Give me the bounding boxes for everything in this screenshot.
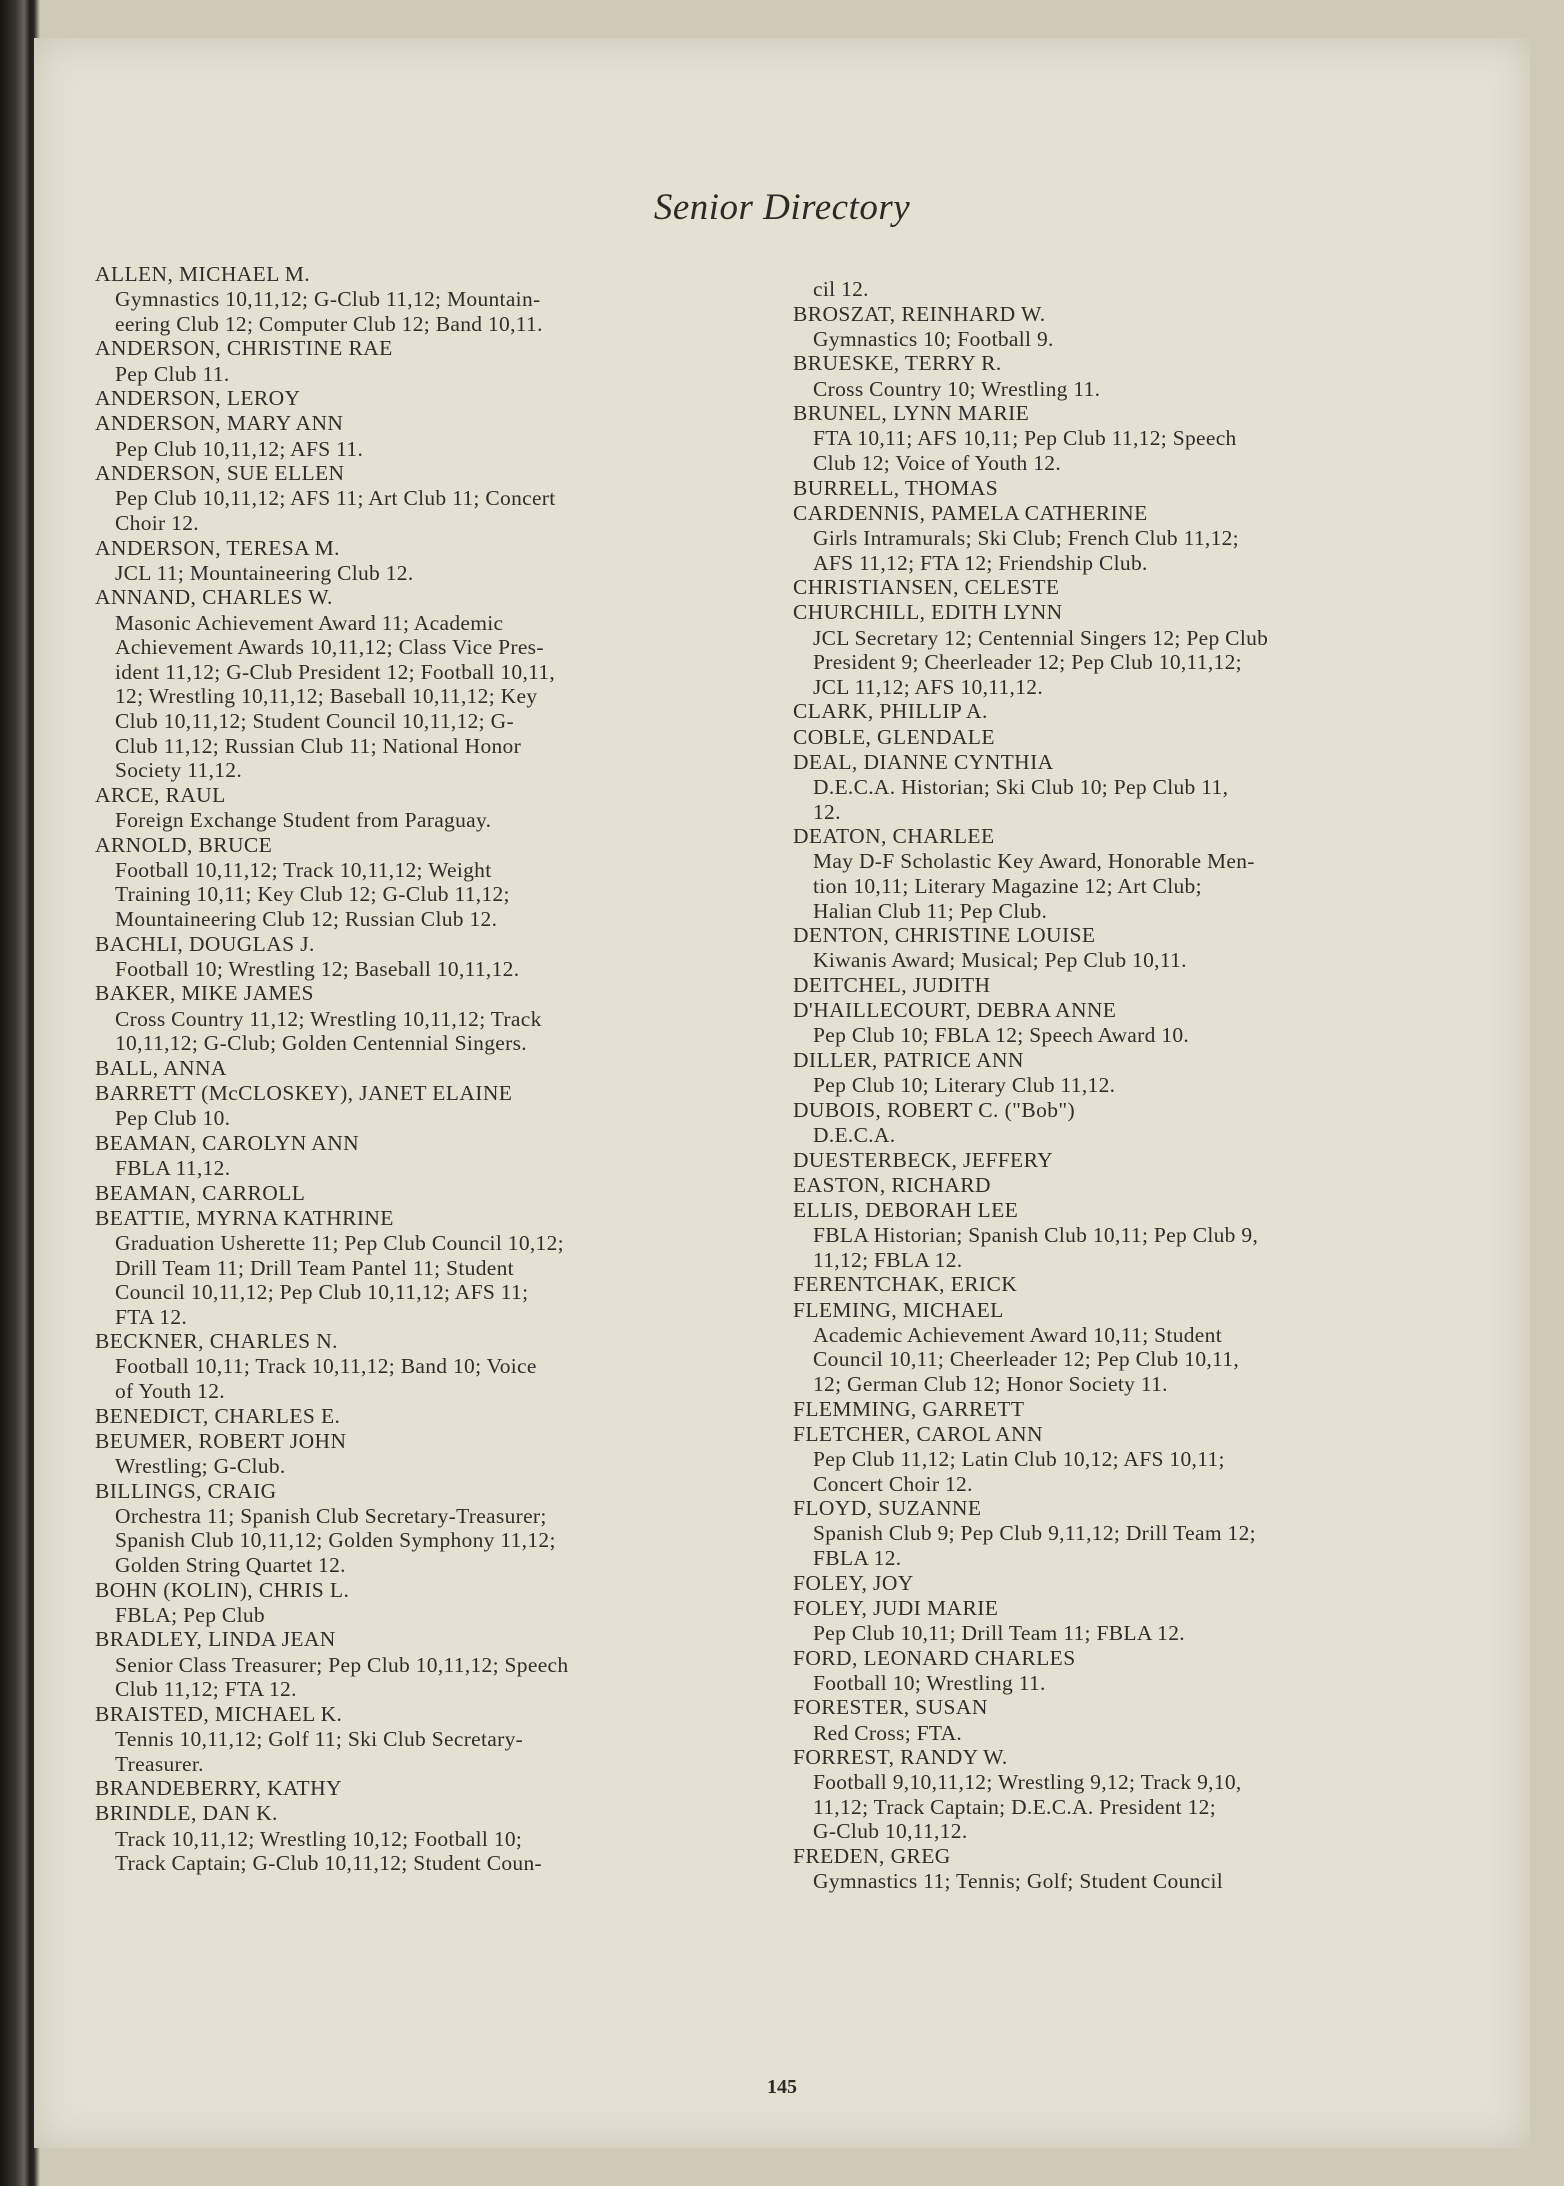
activity-line: Cross Country 10; Wrestling 11. (813, 376, 1101, 401)
activity-line: FBLA 12. (813, 1545, 902, 1570)
student-name: BAKER, MIKE JAMES (95, 981, 314, 1006)
directory-entry (95, 536, 735, 586)
directory-column-right (793, 277, 1433, 1894)
student-name: ANDERSON, CHRISTINE RAE (95, 336, 393, 361)
directory-entry (793, 1646, 1433, 1696)
directory-entry (793, 302, 1433, 352)
activity-line: 12; Wrestling 10,11,12; Baseball 10,11,12; Key (115, 684, 538, 709)
directory-entry (95, 1056, 735, 1081)
activity-line: Orchestra 11; Spanish Club Secretary-Treasurer; (115, 1503, 547, 1528)
activity-line: Concert Choir 12. (813, 1471, 973, 1496)
activity-line: G-Club 10,11,12. (813, 1819, 968, 1844)
directory-entry (95, 1578, 735, 1628)
directory-entry (793, 600, 1433, 699)
activity-line: tion 10,11; Literary Magazine 12; Art Club; (813, 873, 1202, 898)
directory-entry (95, 1329, 735, 1403)
student-name: DEITCHEL, JUDITH (793, 972, 991, 997)
student-name: BRAISTED, MICHAEL K. (95, 1701, 343, 1726)
directory-entry (95, 1131, 735, 1181)
activity-line: Club 11,12; Russian Club 11; National Honor (115, 733, 522, 758)
activity-line: FBLA 11,12. (115, 1155, 231, 1180)
activity-line: Kiwanis Award; Musical; Pep Club 10,11. (813, 948, 1187, 973)
student-name: DENTON, CHRISTINE LOUISE (793, 923, 1096, 948)
student-name: BURRELL, THOMAS (793, 475, 999, 500)
directory-entry (95, 1206, 735, 1330)
student-name: BEATTIE, MYRNA KATHRINE (95, 1205, 394, 1230)
directory-entry (95, 1181, 735, 1206)
directory-entry (793, 1048, 1433, 1098)
activity-line: Drill Team 11; Drill Team Pantel 11; Student (115, 1255, 514, 1280)
activity-line: Tennis 10,11,12; Golf 11; Ski Club Secretary- (115, 1727, 524, 1752)
student-name: FLETCHER, CAROL ANN (793, 1421, 1043, 1446)
activity-line: Red Cross; FTA. (813, 1720, 963, 1745)
student-name: BRANDEBERRY, KATHY (95, 1776, 342, 1801)
activity-line: Football 10; Wrestling 12; Baseball 10,11,12. (115, 956, 520, 981)
directory-entry (95, 1702, 735, 1776)
student-name: FOLEY, JUDI MARIE (793, 1595, 999, 1620)
student-name: ANDERSON, MARY ANN (95, 411, 344, 436)
directory-entry (793, 1695, 1433, 1745)
directory-entry (793, 1596, 1433, 1646)
directory-entry (95, 1627, 735, 1701)
directory-entry (793, 1098, 1433, 1148)
student-name: ANNAND, CHARLES W. (95, 585, 333, 610)
student-name: ALLEN, MICHAEL M. (95, 262, 311, 286)
activity-line: FTA 10,11; AFS 10,11; Pep Club 11,12; Speech (813, 426, 1237, 451)
activity-line: JCL 11; Mountaineering Club 12. (115, 560, 414, 585)
student-name: COBLE, GLENDALE (793, 724, 995, 749)
directory-entry (793, 998, 1433, 1048)
activity-line: D.E.C.A. Historian; Ski Club 10; Pep Club 11, (813, 774, 1229, 799)
directory-entry (95, 386, 735, 411)
student-name: BROSZAT, REINHARD W. (793, 301, 1046, 326)
directory-entry (793, 973, 1433, 998)
student-name: BECKNER, CHARLES N. (95, 1329, 338, 1354)
directory-entry (95, 336, 735, 386)
student-name: FERENTCHAK, ERICK (793, 1272, 1018, 1297)
activity-line: JCL Secretary 12; Centennial Singers 12; Pep Club (813, 625, 1269, 650)
activity-line: FTA 12. (115, 1304, 188, 1329)
activity-line: Council 10,11; Cheerleader 12; Pep Club 10,11, (813, 1347, 1240, 1372)
student-name: BRUESKE, TERRY R. (793, 351, 1002, 376)
activity-line: Council 10,11,12; Pep Club 10,11,12; AFS 11; (115, 1280, 529, 1305)
directory-entry (793, 1272, 1433, 1297)
directory-entry (95, 981, 735, 1055)
student-name: FORD, LEONARD CHARLES (793, 1645, 1076, 1670)
student-name: FREDEN, GREG (793, 1844, 951, 1869)
directory-entry (793, 1844, 1433, 1894)
activity-line: Mountaineering Club 12; Russian Club 12. (115, 906, 498, 931)
student-name: DUBOIS, ROBERT C. ("Bob") (793, 1097, 1076, 1122)
activity-line: ident 11,12; G-Club President 12; Football 10,11, (115, 659, 556, 684)
student-name: CHRISTIANSEN, CELESTE (793, 575, 1060, 600)
student-name: DEAL, DIANNE CYNTHIA (793, 749, 1054, 774)
student-name: DUESTERBECK, JEFFERY (793, 1147, 1054, 1172)
directory-entry (95, 1429, 735, 1479)
directory-entry (793, 1173, 1433, 1198)
activity-line: Pep Club 10; Literary Club 11,12. (813, 1073, 1116, 1098)
activity-line: Spanish Club 9; Pep Club 9,11,12; Drill Team 12; (813, 1521, 1256, 1546)
directory-entry (95, 1404, 735, 1429)
student-name: DILLER, PATRICE ANN (793, 1047, 1024, 1072)
activity-line: AFS 11,12; FTA 12; Friendship Club. (813, 550, 1148, 575)
directory-entry (793, 699, 1433, 724)
activity-line: Cross Country 11,12; Wrestling 10,11,12; Track (115, 1006, 542, 1031)
directory-entry (793, 1298, 1433, 1397)
activity-line: Choir 12. (115, 510, 199, 535)
student-name: CARDENNIS, PAMELA CATHERINE (793, 500, 1148, 525)
activity-line: 12; German Club 12; Honor Society 11. (813, 1371, 1168, 1396)
directory-entry (95, 461, 735, 535)
directory-entry (793, 923, 1433, 973)
activity-line: Academic Achievement Award 10,11; Student (813, 1322, 1222, 1347)
activity-line: Football 9,10,11,12; Wrestling 9,12; Track 9,10, (813, 1770, 1242, 1795)
directory-entry (95, 932, 735, 982)
student-name: FLOYD, SUZANNE (793, 1496, 982, 1521)
activity-line: Pep Club 10. (115, 1106, 231, 1131)
activity-line: Club 12; Voice of Youth 12. (813, 450, 1062, 475)
activity-line: Pep Club 11,12; Latin Club 10,12; AFS 10,11; (813, 1446, 1225, 1471)
activity-line: JCL 11,12; AFS 10,11,12. (813, 674, 1043, 699)
student-name: ELLIS, DEBORAH LEE (793, 1197, 1019, 1222)
directory-entry (793, 1198, 1433, 1272)
directory-entry (793, 575, 1433, 600)
student-name: BRADLEY, LINDA JEAN (95, 1627, 336, 1652)
directory-entry (793, 725, 1433, 750)
student-name: EASTON, RICHARD (793, 1172, 991, 1197)
student-name: DEATON, CHARLEE (793, 824, 995, 849)
student-name: BALL, ANNA (95, 1055, 227, 1080)
student-name: CHURCHILL, EDITH LYNN (793, 600, 1063, 625)
activity-line: of Youth 12. (115, 1379, 225, 1404)
activity-line: Club 11,12; FTA 12. (115, 1677, 297, 1702)
directory-entry (793, 476, 1433, 501)
directory-entry (793, 1745, 1433, 1844)
student-name: FOLEY, JOY (793, 1570, 914, 1595)
directory-entry (793, 1397, 1433, 1422)
activity-line: Foreign Exchange Student from Paraguay. (115, 807, 492, 832)
directory-entry (793, 277, 1433, 302)
activity-line: Girls Intramurals; Ski Club; French Club 11,12; (813, 525, 1239, 550)
directory-entry (95, 833, 735, 932)
directory-entry (793, 401, 1433, 475)
activity-line: FBLA; Pep Club (115, 1602, 265, 1627)
activity-line: 10,11,12; G-Club; Golden Centennial Singers. (115, 1031, 527, 1056)
activity-line: Wrestling; G-Club. (115, 1454, 286, 1479)
activity-line: Club 10,11,12; Student Council 10,11,12; G- (115, 708, 514, 733)
activity-line: Achievement Awards 10,11,12; Class Vice Pres- (115, 635, 544, 660)
activity-line: Graduation Usherette 11; Pep Club Council 10,12; (115, 1230, 564, 1255)
activity-line: 12. (813, 799, 841, 824)
activity-line: cil 12. (813, 277, 869, 301)
student-name: ANDERSON, LEROY (95, 386, 301, 411)
student-name: FLEMMING, GARRETT (793, 1396, 1025, 1421)
activity-line: Football 10,11; Track 10,11,12; Band 10; Voice (115, 1354, 537, 1379)
activity-line: 11,12; Track Captain; D.E.C.A. President 12; (813, 1794, 1216, 1819)
student-name: ANDERSON, SUE ELLEN (95, 461, 345, 486)
directory-entry (95, 1801, 735, 1875)
directory-entry (793, 1496, 1433, 1570)
student-name: BACHLI, DOUGLAS J. (95, 931, 315, 956)
student-name: BOHN (KOLIN), CHRIS L. (95, 1577, 350, 1602)
student-name: BRINDLE, DAN K. (95, 1801, 278, 1826)
activity-line: eering Club 12; Computer Club 12; Band 10,11. (115, 311, 543, 336)
activity-line: Football 10,11,12; Track 10,11,12; Weight (115, 857, 492, 882)
activity-line: Halian Club 11; Pep Club. (813, 898, 1048, 923)
directory-entry (793, 750, 1433, 824)
activity-line: Track 10,11,12; Wrestling 10,12; Football 10; (115, 1826, 523, 1851)
directory-entry (793, 1148, 1433, 1173)
activity-line: Golden String Quartet 12. (115, 1553, 346, 1578)
student-name: BENEDICT, CHARLES E. (95, 1403, 341, 1428)
directory-entry (793, 1422, 1433, 1496)
activity-line: Treasurer. (115, 1751, 204, 1776)
activity-line: Pep Club 10; FBLA 12; Speech Award 10. (813, 1023, 1190, 1048)
student-name: FORESTER, SUSAN (793, 1695, 988, 1720)
directory-entry (95, 585, 735, 782)
directory-entry (793, 824, 1433, 923)
activity-line: May D-F Scholastic Key Award, Honorable Men- (813, 849, 1255, 874)
student-name: ARNOLD, BRUCE (95, 832, 273, 857)
directory-entry (793, 501, 1433, 575)
student-name: BEUMER, ROBERT JOHN (95, 1428, 347, 1453)
activity-line: Track Captain; G-Club 10,11,12; Student Coun- (115, 1851, 542, 1876)
activity-line: Training 10,11; Key Club 12; G-Club 11,12; (115, 882, 510, 907)
activity-line: 11,12; FBLA 12. (813, 1247, 963, 1272)
activity-line: Pep Club 11. (115, 361, 230, 386)
directory-entry (793, 351, 1433, 401)
student-name: CLARK, PHILLIP A. (793, 699, 988, 724)
activity-line: Gymnastics 10; Football 9. (813, 326, 1054, 351)
activity-line: Gymnastics 10,11,12; G-Club 11,12; Mountain- (115, 287, 541, 312)
activity-line: Football 10; Wrestling 11. (813, 1670, 1046, 1695)
directory-entry (95, 1081, 735, 1131)
directory-entry (95, 1479, 735, 1578)
activity-line: Gymnastics 11; Tennis; Golf; Student Council (813, 1869, 1224, 1894)
activity-line: Spanish Club 10,11,12; Golden Symphony 11,12; (115, 1528, 556, 1553)
student-name: ANDERSON, TERESA M. (95, 535, 340, 560)
activity-line: D.E.C.A. (813, 1122, 896, 1147)
student-name: ARCE, RAUL (95, 782, 226, 807)
activity-line: Pep Club 10,11,12; AFS 11; Art Club 11; Concert (115, 486, 556, 511)
directory-entry (95, 262, 735, 336)
page-number: 145 (767, 2076, 797, 2098)
activity-line: Pep Club 10,11,12; AFS 11. (115, 436, 364, 461)
student-name: FORREST, RANDY W. (793, 1745, 1008, 1770)
student-name: D'HAILLECOURT, DEBRA ANNE (793, 998, 1117, 1023)
directory-entry (793, 1571, 1433, 1596)
activity-line: FBLA Historian; Spanish Club 10,11; Pep Club 9, (813, 1223, 1259, 1248)
activity-line: Pep Club 10,11; Drill Team 11; FBLA 12. (813, 1620, 1185, 1645)
directory-entry (95, 1776, 735, 1801)
activity-line: President 9; Cheerleader 12; Pep Club 10,11,12; (813, 650, 1242, 675)
student-name: BEAMAN, CARROLL (95, 1180, 306, 1205)
activity-line: Senior Class Treasurer; Pep Club 10,11,12; Speech (115, 1652, 569, 1677)
student-name: BEAMAN, CAROLYN ANN (95, 1130, 360, 1155)
student-name: FLEMING, MICHAEL (793, 1297, 1004, 1322)
directory-entry (95, 783, 735, 833)
directory-entry (95, 411, 735, 461)
directory-column-left (95, 262, 735, 1876)
page-title: Senior Directory (653, 187, 911, 228)
activity-line: Society 11,12. (115, 758, 243, 783)
student-name: BRUNEL, LYNN MARIE (793, 401, 1030, 426)
student-name: BILLINGS, CRAIG (95, 1478, 277, 1503)
activity-line: Masonic Achievement Award 11; Academic (115, 610, 504, 635)
student-name: BARRETT (McCLOSKEY), JANET ELAINE (95, 1080, 513, 1105)
